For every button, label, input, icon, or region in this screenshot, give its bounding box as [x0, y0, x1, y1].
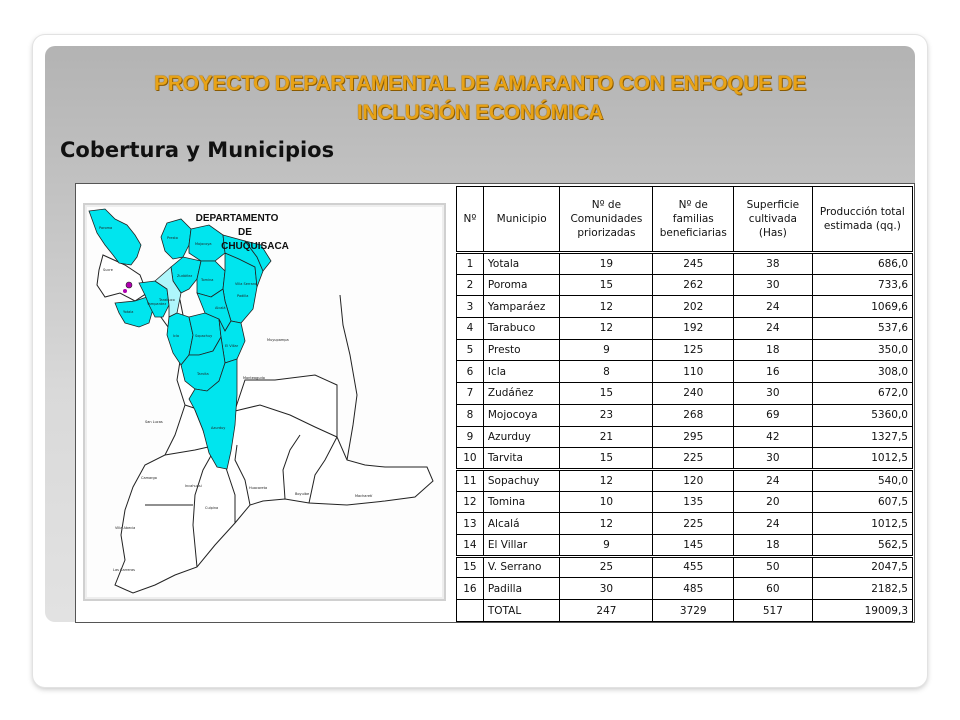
cell-superficie: 24: [734, 296, 813, 318]
map-region-poroma: [89, 209, 141, 265]
map-label: Padilla: [237, 294, 249, 298]
table-row: [457, 404, 913, 426]
cell-municipio: Yamparáez: [483, 296, 560, 318]
total-cell-produccion: 19009,3: [812, 600, 912, 622]
map-label: Tarvita: [197, 372, 209, 376]
cell-produccion: 350,0: [812, 339, 912, 361]
map-label: Sucre: [103, 268, 113, 272]
cell-produccion: 2182,5: [812, 578, 912, 600]
cell-produccion: 733,6: [812, 274, 912, 296]
cell-municipio: Zudáñez: [483, 383, 560, 405]
cell-produccion: 686,0: [812, 253, 912, 275]
cell-comunidades: 12: [560, 296, 653, 318]
cell-municipio: Yotala: [483, 253, 560, 275]
map-label: Macharetí: [355, 494, 373, 498]
map-label: Mojocoya: [195, 242, 212, 246]
map-sucre-marker-2: [123, 289, 127, 293]
total-cell-municipio: TOTAL: [483, 600, 560, 622]
cell-comunidades: 21: [560, 426, 653, 448]
cell-superficie: 69: [734, 404, 813, 426]
cell-comunidades: 9: [560, 534, 653, 556]
cell-comunidades: 9: [560, 339, 653, 361]
map-label: Muyupampa: [267, 338, 289, 342]
slide-title-line-1: PROYECTO DEPARTAMENTAL DE AMARANTO CON ENFOQUE DE: [154, 72, 806, 95]
col-header-familias: Nº de familias beneficiarias: [653, 187, 734, 253]
cell-produccion: 5360,0: [812, 404, 912, 426]
cell-familias: 225: [653, 513, 734, 535]
cell-superficie: 38: [734, 253, 813, 275]
table-row: [457, 361, 913, 383]
cell-municipio: Alcalá: [483, 513, 560, 535]
slide-title-line-2: INCLUSIÓN ECONÓMICA: [356, 101, 604, 124]
cell-municipio: Mojocoya: [483, 404, 560, 426]
cell-comunidades: 23: [560, 404, 653, 426]
cell-number: 1: [457, 253, 484, 275]
cell-comunidades: 15: [560, 274, 653, 296]
total-cell-number: [457, 600, 484, 622]
cell-familias: 135: [653, 491, 734, 513]
cell-number: 2: [457, 274, 484, 296]
cell-superficie: 24: [734, 318, 813, 340]
cell-municipio: V. Serrano: [483, 556, 560, 578]
cell-municipio: Tarvita: [483, 448, 560, 470]
cell-superficie: 16: [734, 361, 813, 383]
cell-superficie: 50: [734, 556, 813, 578]
map-label: El Villar: [225, 344, 239, 348]
cell-familias: 295: [653, 426, 734, 448]
cell-number: 13: [457, 513, 484, 535]
cell-produccion: 1012,5: [812, 448, 912, 470]
cell-number: 11: [457, 469, 484, 491]
map-department-label-2: DE: [238, 227, 252, 238]
cell-familias: 485: [653, 578, 734, 600]
col-header-number: Nº: [457, 187, 484, 253]
table-total-row: [457, 600, 913, 622]
cell-number: 12: [457, 491, 484, 513]
col-header-comunidades: Nº de Comunidades priorizadas: [560, 187, 653, 253]
cell-comunidades: 25: [560, 556, 653, 578]
map-label: Villa Abecia: [115, 526, 136, 530]
table-row: [457, 578, 913, 600]
cell-municipio: Padilla: [483, 578, 560, 600]
table-row: [457, 383, 913, 405]
map-label: San Lucas: [145, 420, 163, 424]
map-label: Monteagudo: [243, 376, 265, 380]
cell-number: 15: [457, 556, 484, 578]
cell-familias: 455: [653, 556, 734, 578]
table-row: [457, 296, 913, 318]
table-row: [457, 318, 913, 340]
cell-familias: 268: [653, 404, 734, 426]
cell-produccion: 1069,6: [812, 296, 912, 318]
cell-familias: 225: [653, 448, 734, 470]
col-header-superficie: Superficie cultivada (Has): [734, 187, 813, 253]
table-header-row: [457, 187, 913, 253]
map-label: Culpina: [205, 506, 219, 510]
cell-number: 6: [457, 361, 484, 383]
total-cell-comunidades: 247: [560, 600, 653, 622]
cell-familias: 120: [653, 469, 734, 491]
map-department-label-1: DEPARTAMENTO: [195, 213, 279, 224]
table-row: [457, 513, 913, 535]
cell-comunidades: 12: [560, 469, 653, 491]
map-label: Huacareta: [249, 486, 268, 490]
cell-municipio: Tomina: [483, 491, 560, 513]
cell-municipio: Sopachuy: [483, 469, 560, 491]
cell-number: 5: [457, 339, 484, 361]
cell-number: 8: [457, 404, 484, 426]
cell-municipio: Icla: [483, 361, 560, 383]
cell-superficie: 24: [734, 469, 813, 491]
cell-familias: 202: [653, 296, 734, 318]
table-row: [457, 556, 913, 578]
chuquisaca-map: [85, 205, 444, 599]
map-label: Las Carreras: [113, 568, 135, 572]
cell-comunidades: 10: [560, 491, 653, 513]
map-label: Icla: [173, 334, 180, 338]
map-label: Presto: [167, 236, 178, 240]
map-label: Tarabuco: [159, 298, 175, 302]
map-label: Yamparáez: [147, 302, 167, 306]
map-label: Poroma: [99, 226, 113, 230]
map-label: Incahuasi: [185, 484, 202, 488]
cell-comunidades: 19: [560, 253, 653, 275]
cell-comunidades: 8: [560, 361, 653, 383]
cell-produccion: 540,0: [812, 469, 912, 491]
map-label: Yotala: [123, 310, 134, 314]
map-label: Camargo: [141, 476, 157, 480]
table-row: [457, 469, 913, 491]
total-cell-familias: 3729: [653, 600, 734, 622]
cell-number: 10: [457, 448, 484, 470]
cell-familias: 145: [653, 534, 734, 556]
cell-produccion: 1012,5: [812, 513, 912, 535]
table-row: [457, 253, 913, 275]
map-label: Alcalá: [215, 306, 226, 310]
cell-comunidades: 12: [560, 513, 653, 535]
municipios-table: [456, 186, 913, 622]
cell-familias: 262: [653, 274, 734, 296]
total-cell-superficie: 517: [734, 600, 813, 622]
cell-familias: 245: [653, 253, 734, 275]
cell-produccion: 537,6: [812, 318, 912, 340]
map-label: Boyuibe: [295, 492, 310, 496]
cell-superficie: 42: [734, 426, 813, 448]
cell-superficie: 18: [734, 534, 813, 556]
map-label: Azurduy: [211, 426, 226, 430]
table-row: [457, 426, 913, 448]
cell-comunidades: 12: [560, 318, 653, 340]
col-header-municipio: Municipio: [483, 187, 560, 253]
cell-produccion: 562,5: [812, 534, 912, 556]
cell-superficie: 30: [734, 448, 813, 470]
cell-produccion: 607,5: [812, 491, 912, 513]
cell-number: 16: [457, 578, 484, 600]
cell-comunidades: 15: [560, 448, 653, 470]
cell-municipio: Azurduy: [483, 426, 560, 448]
cell-superficie: 30: [734, 274, 813, 296]
slide-subtitle: Cobertura y Municipios: [60, 138, 335, 162]
cell-comunidades: 30: [560, 578, 653, 600]
map-label: Zudáñez: [177, 274, 193, 278]
map-label: Tomina: [201, 278, 214, 282]
cell-superficie: 60: [734, 578, 813, 600]
cell-number: 9: [457, 426, 484, 448]
cell-comunidades: 15: [560, 383, 653, 405]
cell-familias: 192: [653, 318, 734, 340]
map-sucre-marker: [126, 282, 132, 288]
cell-produccion: 672,0: [812, 383, 912, 405]
cell-produccion: 308,0: [812, 361, 912, 383]
cell-familias: 110: [653, 361, 734, 383]
cell-number: 7: [457, 383, 484, 405]
cell-number: 4: [457, 318, 484, 340]
table-row: [457, 448, 913, 470]
cell-produccion: 2047,5: [812, 556, 912, 578]
table-row: [457, 534, 913, 556]
map-department-label-3: CHUQUISACA: [221, 241, 289, 252]
cell-municipio: El Villar: [483, 534, 560, 556]
cell-number: 3: [457, 296, 484, 318]
cell-number: 14: [457, 534, 484, 556]
cell-superficie: 30: [734, 383, 813, 405]
cell-superficie: 18: [734, 339, 813, 361]
cell-familias: 240: [653, 383, 734, 405]
cell-municipio: Presto: [483, 339, 560, 361]
cell-municipio: Poroma: [483, 274, 560, 296]
table-row: [457, 491, 913, 513]
table-row: [457, 274, 913, 296]
cell-superficie: 24: [734, 513, 813, 535]
cell-municipio: Tarabuco: [483, 318, 560, 340]
cell-superficie: 20: [734, 491, 813, 513]
col-header-produccion: Producción total estimada (qq.): [812, 187, 912, 253]
table-body: [457, 253, 913, 622]
cell-produccion: 1327,5: [812, 426, 912, 448]
cell-familias: 125: [653, 339, 734, 361]
table-row: [457, 339, 913, 361]
map-label: Villa Serrano: [235, 282, 258, 286]
map-label: Sopachuy: [195, 334, 213, 338]
